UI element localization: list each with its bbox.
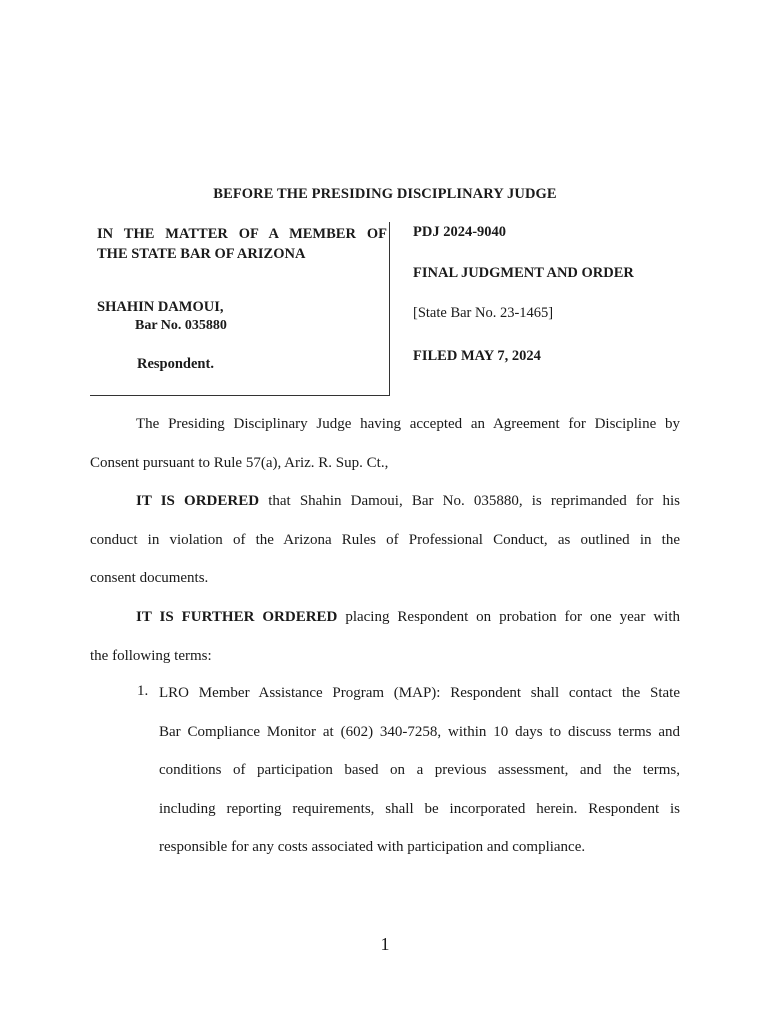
intro-paragraph bbox=[90, 405, 680, 482]
order2-line-1-rest: placing Respondent on probation for one year with bbox=[337, 609, 680, 625]
respondent-name: SHAHIN DAMOUI, bbox=[97, 299, 224, 315]
state-bar-number: [State Bar No. 23-1465] bbox=[413, 305, 554, 321]
document-title: FINAL JUDGMENT AND ORDER bbox=[413, 265, 634, 281]
order1-line-1 bbox=[90, 482, 680, 521]
order2-lead: IT IS FURTHER ORDERED bbox=[136, 609, 338, 625]
order1-line-3: consent documents. bbox=[90, 570, 209, 586]
respondent-label: Respondent. bbox=[137, 356, 214, 372]
respondent-bar-number: Bar No. 035880 bbox=[135, 318, 227, 333]
intro-line-1: The Presiding Disciplinary Judge having accepted an Agreement for Discipline by bbox=[136, 416, 680, 432]
term-item-1 bbox=[159, 674, 680, 867]
order2-line-2: the following terms: bbox=[90, 647, 212, 664]
page-number: 1 bbox=[380, 934, 390, 954]
intro-line-2: Consent pursuant to Rule 57(a), Ariz. R. Sup. Ct., bbox=[90, 454, 389, 471]
order1-lead: IT IS ORDERED bbox=[136, 493, 260, 509]
term1-line-2: Bar Compliance Monitor at (602) 340-7258, within 10 days to discuss terms and bbox=[159, 723, 680, 740]
term1-line-3: conditions of participation based on a previous assessment, and the terms, bbox=[159, 762, 680, 778]
court-title: BEFORE THE PRESIDING DISCIPLINARY JUDGE bbox=[213, 186, 557, 202]
caption-vertical-rule bbox=[389, 222, 390, 396]
filed-date: FILED MAY 7, 2024 bbox=[413, 348, 541, 364]
term1-line-5: responsible for any costs associated with participation and compliance. bbox=[159, 839, 586, 855]
caption-matter-line2: THE STATE BAR OF ARIZONA bbox=[97, 246, 306, 262]
term1-line-1: LRO Member Assistance Program (MAP): Respondent shall contact the State bbox=[159, 685, 680, 701]
order2-line-1 bbox=[90, 598, 680, 637]
order-paragraph-1 bbox=[90, 482, 680, 598]
order1-line-1-rest: that Shahin Damoui, Bar No. 035880, is reprimanded for his bbox=[259, 493, 680, 509]
order1-line-2: conduct in violation of the Arizona Rules of Professional Conduct, as outlined in the bbox=[90, 531, 680, 548]
case-number: PDJ 2024-9040 bbox=[413, 224, 507, 240]
caption-matter-line1: IN THE MATTER OF A MEMBER OF bbox=[97, 226, 387, 242]
caption-horizontal-rule bbox=[90, 395, 390, 396]
order-paragraph-2 bbox=[90, 598, 680, 675]
term-number: 1. bbox=[137, 683, 149, 699]
term1-line-4: including reporting requirements, shall be incorporated herein. Respondent is bbox=[159, 800, 680, 817]
